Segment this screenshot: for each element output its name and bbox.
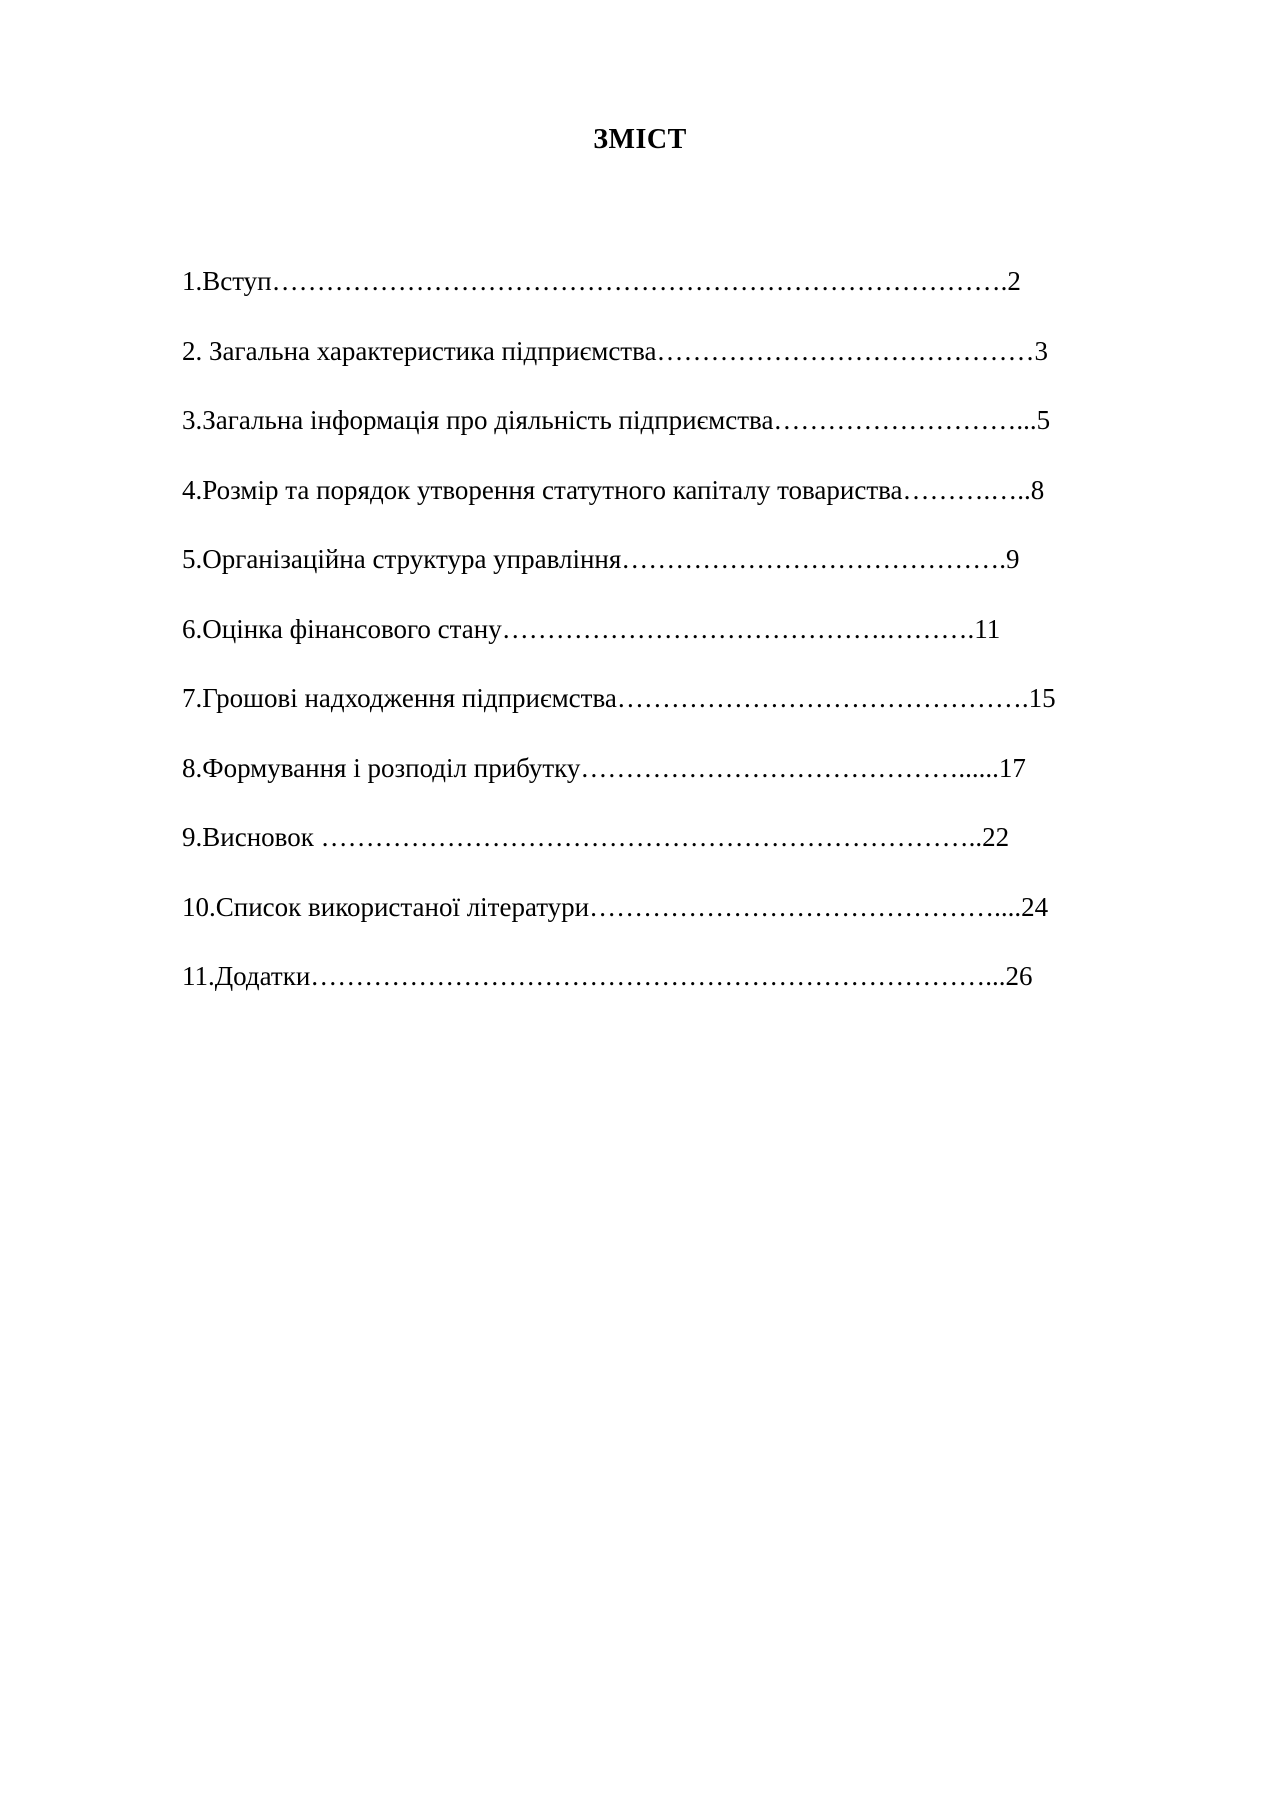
page-title: ЗМІСТ bbox=[593, 124, 687, 155]
toc-entry-appendices: 11.Додатки…………………………………………………………………...26 bbox=[182, 961, 1033, 991]
toc-entry-introduction: 1.Вступ……………………………………………………………………….2 bbox=[182, 266, 1021, 296]
toc-entry-general-characteristics: 2. Загальна характеристика підприємства……………………………………3 bbox=[182, 335, 1048, 366]
toc-entry-financial-assessment: 6.Оцінка фінансового стану…………………………………….……….11 bbox=[182, 613, 1001, 644]
table-of-contents bbox=[182, 264, 1242, 1029]
toc-entry-charter-capital: 4.Розмір та порядок утворення статутного капіталу товариства……….…..8 bbox=[182, 474, 1045, 505]
toc-entry-references: 10.Список використаної літератури………………………………………....24 bbox=[182, 891, 1049, 922]
toc-entry-conclusion: 9.Висновок ………………………………………………………………..22 bbox=[182, 822, 1010, 852]
toc-entry-general-information: 3.Загальна інформація про діяльність підприємства………………………...5 bbox=[182, 405, 1051, 435]
toc-entry-profit-distribution: 8.Формування і розподіл прибутку……………………………………......17 bbox=[182, 752, 1026, 783]
toc-entry-organizational-structure: 5.Організаційна структура управління…………………………………….9 bbox=[182, 544, 1020, 574]
toc-entry-cash-receipts: 7.Грошові надходження підприємства……………………………………….15 bbox=[182, 683, 1056, 713]
